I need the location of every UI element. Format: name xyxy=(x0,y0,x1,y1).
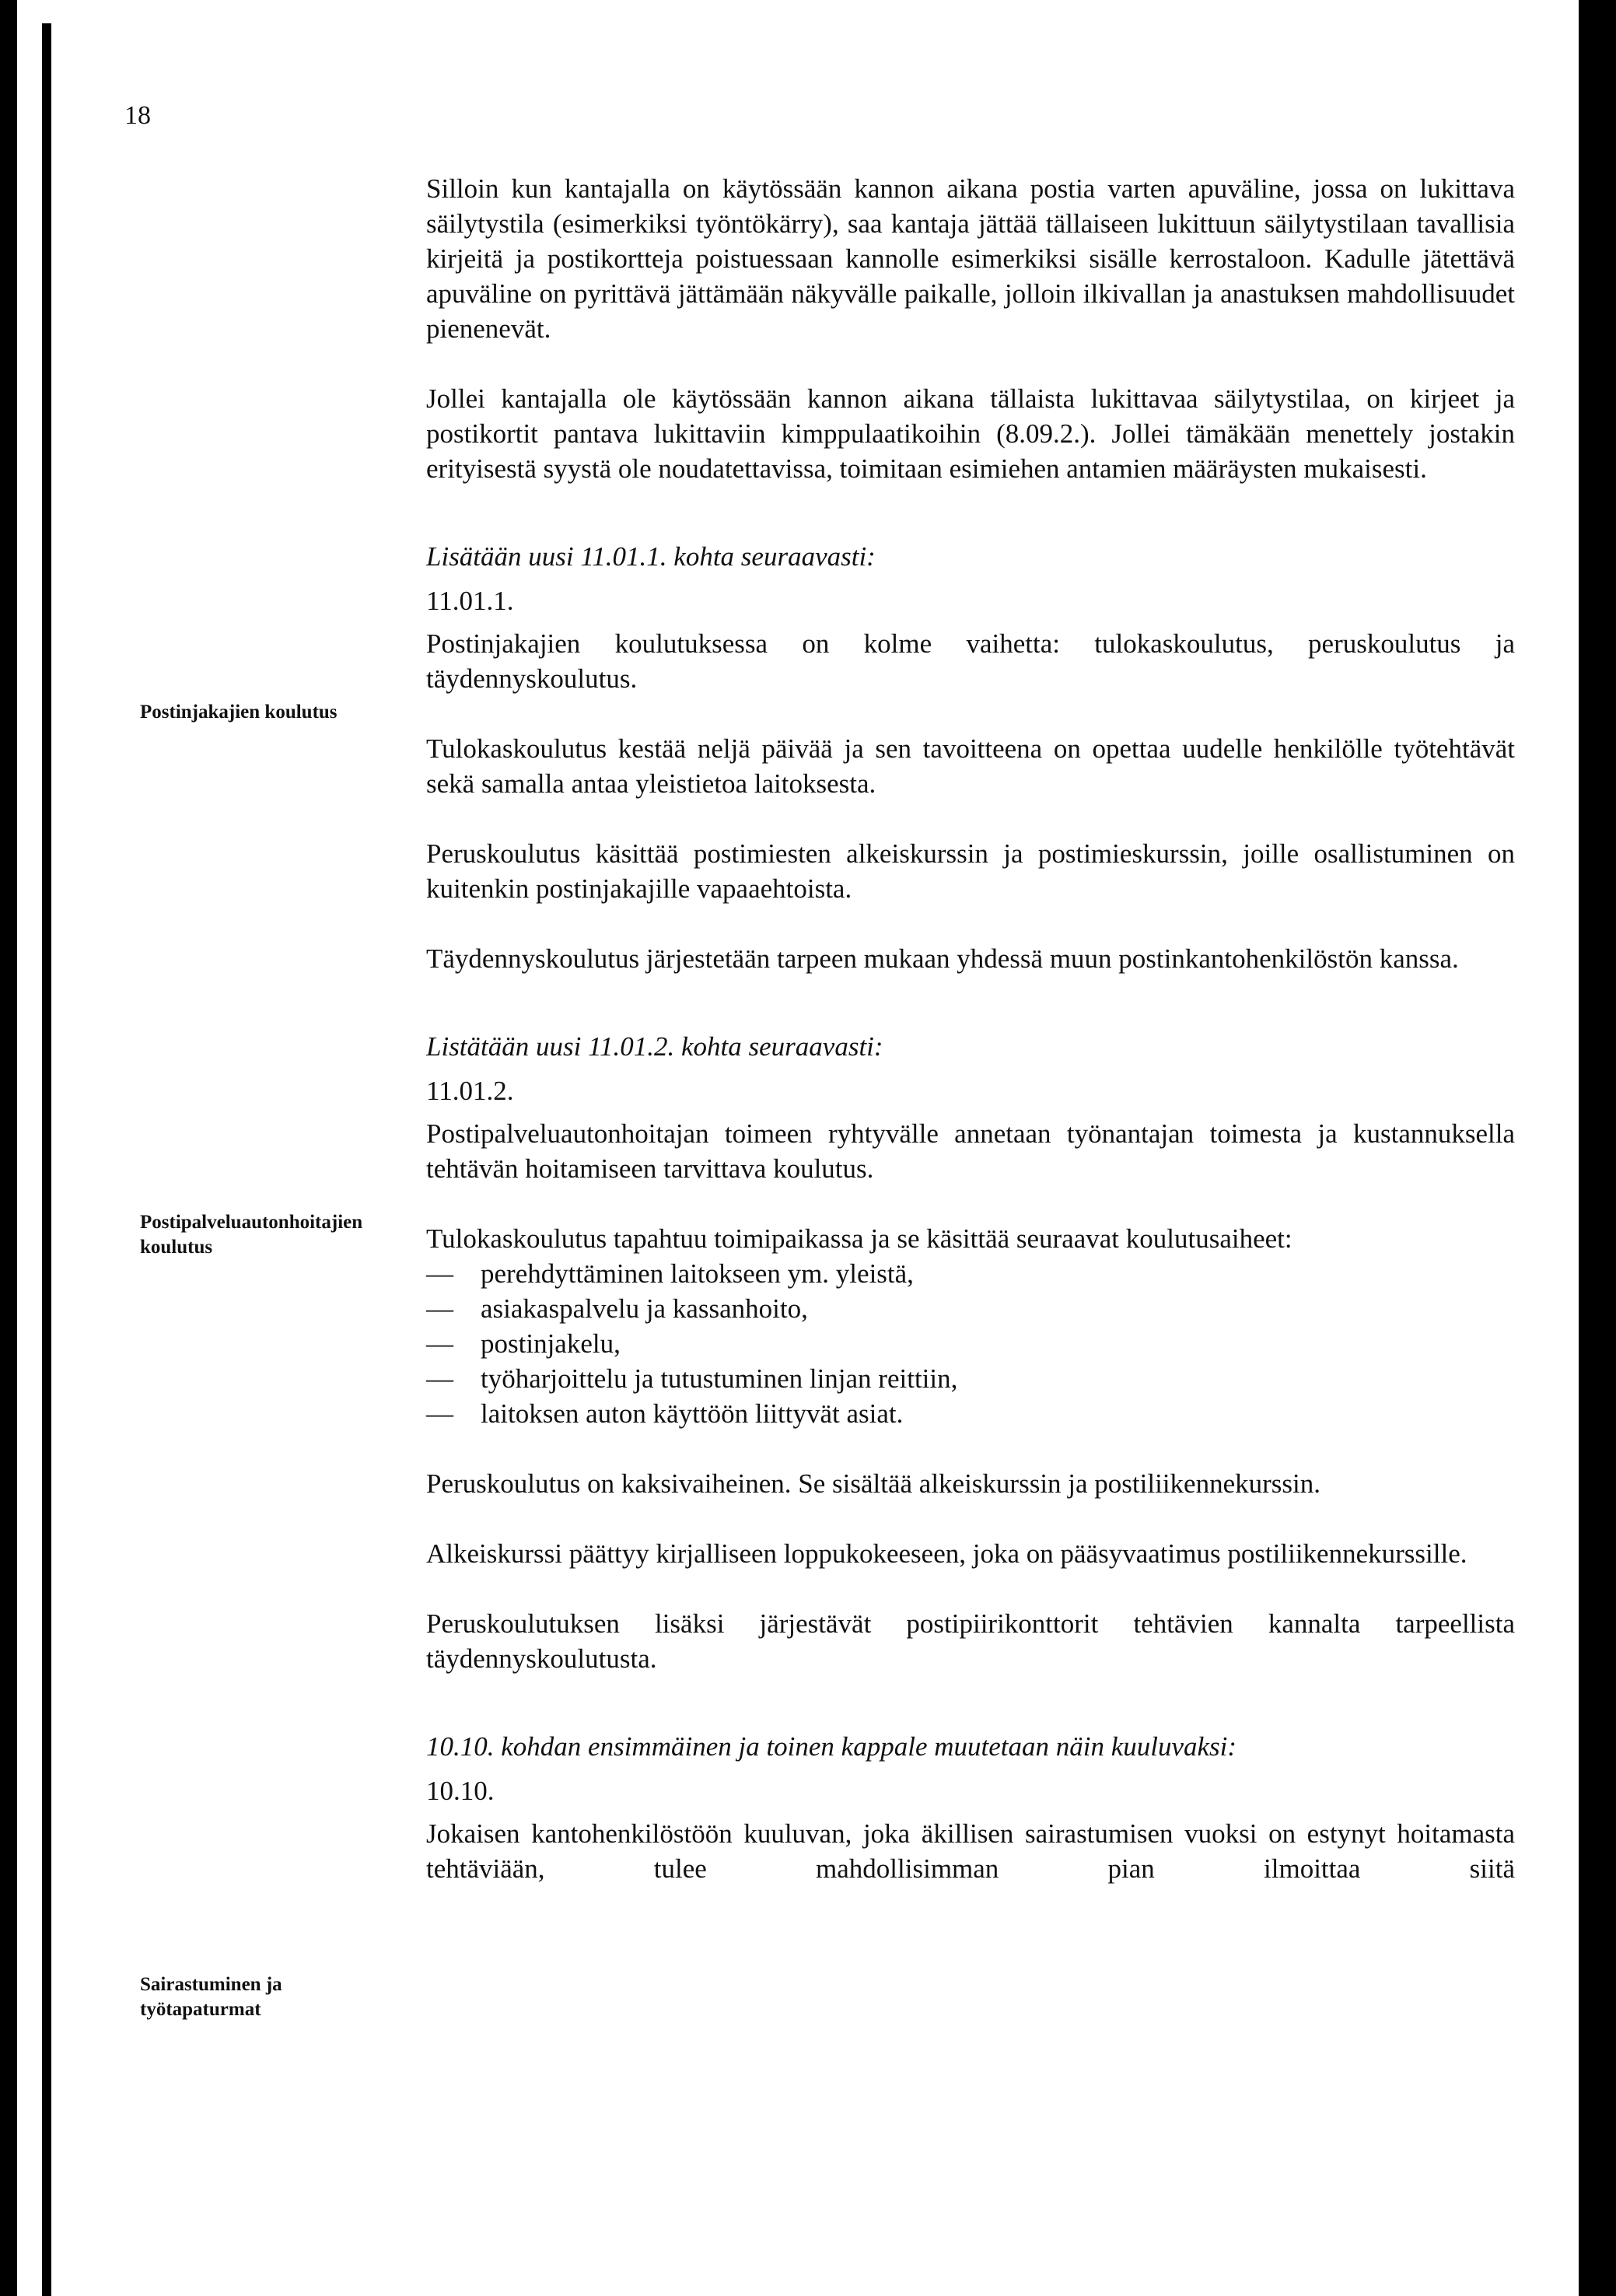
scan-border-left xyxy=(0,0,17,2296)
scan-border-left-inner xyxy=(42,23,51,2296)
section-number: 11.01.1. xyxy=(426,586,514,616)
paragraph: Jollei kantajalla ole käytössään kannon aikana tällaista lukittavaa säilytystilaa, on kirjeet ja postikortit pantava lukittaviin kimppulaatikoihin (8.09.2.). Jollei tämäkään menettely jostakin erityisestä syystä ole noudatettavissa, toimitaan esimiehen antamien määräysten mukaisesti. xyxy=(426,383,1515,484)
main-text-column xyxy=(426,171,1515,1886)
paragraph: Postipalveluautonhoitajan toimeen ryhtyvälle annetaan työnantajan toimesta ja kustannuksella tehtävän hoitamiseen tarvittava koulutus. xyxy=(426,1118,1515,1184)
scan-border-right xyxy=(1579,0,1616,2296)
sidenote-postinjakajien-koulutus: Postinjakajien koulutus xyxy=(140,702,338,723)
paragraph: Peruskoulutus käsittää postimiesten alkeiskurssin ja postimieskurssin, joille osallistuminen on kuitenkin postinjakajille vapaaehtoista. xyxy=(426,838,1515,904)
page-number: 18 xyxy=(124,101,151,130)
paragraph: Täydennyskoulutus järjestetään tarpeen mukaan yhdessä muun postinkantohenkilöstön kanssa. xyxy=(426,943,1459,974)
dash-bullet: — xyxy=(426,1258,453,1289)
list-item xyxy=(426,1291,1515,1326)
sidenote-postipalveluautonhoitajien-koulutus: Postipalveluautonhoitajien koulutus xyxy=(140,1212,363,1258)
paragraph: Tulokaskoulutus tapahtuu toimipaikassa ja se käsittää seuraavat koulutusaiheet: xyxy=(426,1223,1292,1254)
paragraph: Jokaisen kantohenkilöstöön kuuluvan, joka äkillisen sairastumisen vuoksi on estynyt hoitamasta tehtäviään, tulee mahdollisimman pian ilmoittaa siitä xyxy=(426,1818,1515,1884)
list-item xyxy=(426,1256,1515,1291)
list-item xyxy=(426,1396,1515,1431)
amendment-instruction: Listätään uusi 11.01.2. kohta seuraavasti: xyxy=(426,1031,883,1062)
paragraph: Peruskoulutus on kaksivaiheinen. Se sisältää alkeiskurssin ja postiliikennekurssin. xyxy=(426,1468,1320,1499)
list-item xyxy=(426,1326,1515,1361)
section-number: 10.10. xyxy=(426,1776,495,1806)
paragraph: Tulokaskoulutus kestää neljä päivää ja sen tavoitteena on opettaa uudelle henkilölle työtehtävät sekä samalla antaa yleistietoa laitoksesta. xyxy=(426,733,1515,799)
paragraph: Peruskoulutuksen lisäksi järjestävät postipiirikonttorit tehtävien kannalta tarpeellista täydennyskoulutusta. xyxy=(426,1608,1515,1674)
list-item-text: postinjakelu, xyxy=(481,1328,621,1359)
section-number: 11.01.2. xyxy=(426,1076,514,1106)
dash-bullet: — xyxy=(426,1363,453,1394)
amendment-instruction: 10.10. kohdan ensimmäinen ja toinen kappale muutetaan näin kuuluvaksi: xyxy=(426,1731,1237,1762)
topic-list xyxy=(426,1256,1515,1431)
list-item-text: asiakaspalvelu ja kassanhoito, xyxy=(481,1293,808,1324)
list-item-text: työharjoittelu ja tutustuminen linjan reittiin, xyxy=(481,1363,958,1394)
sidenote-sairastuminen: Sairastuminen ja työtapaturmat xyxy=(140,1974,282,2020)
paragraph: Silloin kun kantajalla on käytössään kannon aikana postia varten apuväline, jossa on lukittava säilytystila (esimerkiksi työntökärry), saa kantaja jättää tällaiseen lukittuun säilytystilaan tavallisia kirjeitä ja postikortteja poistuessaan kannolle esimerkiksi sisälle kerrostaloon. Kadulle jätettävä apuväline on pyrittävä jättämään näkyvälle paikalle, jolloin ilkivallan ja anastuksen mahdollisuudet pienenevät. xyxy=(426,173,1515,344)
dash-bullet: — xyxy=(426,1328,453,1359)
dash-bullet: — xyxy=(426,1398,453,1429)
list-item-text: laitoksen auton käyttöön liittyvät asiat. xyxy=(481,1398,904,1429)
list-item xyxy=(426,1361,1515,1396)
dash-bullet: — xyxy=(426,1293,453,1324)
paragraph: Alkeiskurssi päättyy kirjalliseen loppukokeeseen, joka on pääsyvaatimus postiliikennekurssille. xyxy=(426,1538,1467,1569)
paragraph: Postinjakajien koulutuksessa on kolme vaihetta: tulokaskoulutus, peruskoulutus ja täydennyskoulutus. xyxy=(426,628,1515,694)
amendment-instruction: Lisätään uusi 11.01.1. kohta seuraavasti: xyxy=(426,541,876,572)
list-item-text: perehdyttäminen laitokseen ym. yleistä, xyxy=(481,1258,914,1289)
